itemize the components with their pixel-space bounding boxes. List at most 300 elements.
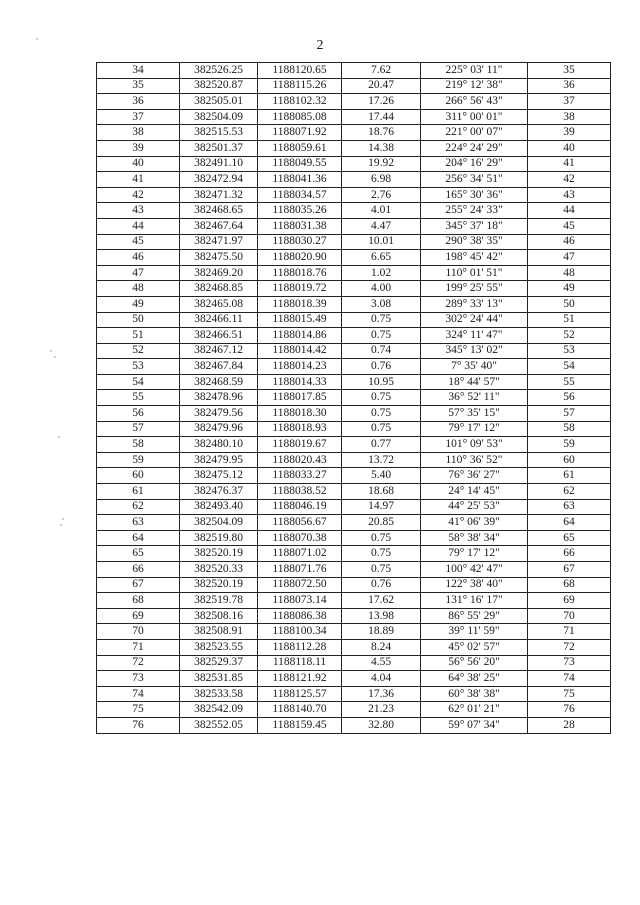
distance-cell: 17.44 xyxy=(342,109,421,125)
x-coordinate-cell: 382493.40 xyxy=(180,499,258,515)
table-row xyxy=(97,374,611,390)
x-coordinate-cell: 382519.80 xyxy=(180,530,258,546)
table-row xyxy=(97,593,611,609)
bearing-cell: 122° 38' 40" xyxy=(421,577,528,593)
table-row xyxy=(97,562,611,578)
table-row xyxy=(97,109,611,125)
distance-cell: 8.24 xyxy=(342,639,421,655)
table-row xyxy=(97,250,611,266)
next-point-cell: 68 xyxy=(528,577,611,593)
distance-cell: 17.26 xyxy=(342,94,421,110)
next-point-cell: 54 xyxy=(528,359,611,375)
next-point-cell: 41 xyxy=(528,156,611,172)
distance-cell: 17.62 xyxy=(342,593,421,609)
scan-speck xyxy=(54,356,56,358)
distance-cell: 4.00 xyxy=(342,281,421,297)
bearing-cell: 225° 03' 11" xyxy=(421,63,528,79)
distance-cell: 0.75 xyxy=(342,562,421,578)
y-coordinate-cell: 1188034.57 xyxy=(258,187,342,203)
point-number-cell: 43 xyxy=(97,203,180,219)
bearing-cell: 290° 38' 35" xyxy=(421,234,528,250)
x-coordinate-cell: 382479.95 xyxy=(180,452,258,468)
distance-cell: 1.02 xyxy=(342,265,421,281)
table-row xyxy=(97,437,611,453)
table-row xyxy=(97,686,611,702)
distance-cell: 18.76 xyxy=(342,125,421,141)
bearing-cell: 256° 34' 51" xyxy=(421,172,528,188)
next-point-cell: 58 xyxy=(528,421,611,437)
bearing-cell: 62° 01' 21" xyxy=(421,702,528,718)
y-coordinate-cell: 1188014.42 xyxy=(258,343,342,359)
distance-cell: 5.40 xyxy=(342,468,421,484)
point-number-cell: 42 xyxy=(97,187,180,203)
x-coordinate-cell: 382501.37 xyxy=(180,140,258,156)
next-point-cell: 63 xyxy=(528,499,611,515)
x-coordinate-cell: 382471.97 xyxy=(180,234,258,250)
bearing-cell: 76° 36' 27" xyxy=(421,468,528,484)
next-point-cell: 70 xyxy=(528,608,611,624)
point-number-cell: 35 xyxy=(97,78,180,94)
next-point-cell: 76 xyxy=(528,702,611,718)
next-point-cell: 69 xyxy=(528,593,611,609)
x-coordinate-cell: 382476.37 xyxy=(180,484,258,500)
point-number-cell: 66 xyxy=(97,562,180,578)
distance-cell: 18.68 xyxy=(342,484,421,500)
table-row xyxy=(97,639,611,655)
distance-cell: 0.75 xyxy=(342,406,421,422)
table-row xyxy=(97,484,611,500)
coordinates-table-body xyxy=(97,63,611,734)
point-number-cell: 41 xyxy=(97,172,180,188)
distance-cell: 20.47 xyxy=(342,78,421,94)
point-number-cell: 62 xyxy=(97,499,180,515)
x-coordinate-cell: 382515.53 xyxy=(180,125,258,141)
table-row xyxy=(97,624,611,640)
table-row xyxy=(97,218,611,234)
point-number-cell: 55 xyxy=(97,390,180,406)
next-point-cell: 51 xyxy=(528,312,611,328)
point-number-cell: 50 xyxy=(97,312,180,328)
distance-cell: 6.98 xyxy=(342,172,421,188)
point-number-cell: 44 xyxy=(97,218,180,234)
point-number-cell: 58 xyxy=(97,437,180,453)
coordinates-table xyxy=(96,62,611,734)
x-coordinate-cell: 382491.10 xyxy=(180,156,258,172)
next-point-cell: 49 xyxy=(528,281,611,297)
distance-cell: 2.76 xyxy=(342,187,421,203)
distance-cell: 0.77 xyxy=(342,437,421,453)
table-row xyxy=(97,343,611,359)
x-coordinate-cell: 382519.78 xyxy=(180,593,258,609)
distance-cell: 14.97 xyxy=(342,499,421,515)
bearing-cell: 58° 38' 34" xyxy=(421,530,528,546)
next-point-cell: 60 xyxy=(528,452,611,468)
bearing-cell: 204° 16' 29" xyxy=(421,156,528,172)
y-coordinate-cell: 1188071.76 xyxy=(258,562,342,578)
next-point-cell: 53 xyxy=(528,343,611,359)
y-coordinate-cell: 1188014.86 xyxy=(258,328,342,344)
x-coordinate-cell: 382505.01 xyxy=(180,94,258,110)
table-row xyxy=(97,265,611,281)
point-number-cell: 68 xyxy=(97,593,180,609)
bearing-cell: 18° 44' 57" xyxy=(421,374,528,390)
y-coordinate-cell: 1188071.92 xyxy=(258,125,342,141)
distance-cell: 0.76 xyxy=(342,359,421,375)
y-coordinate-cell: 1188019.72 xyxy=(258,281,342,297)
distance-cell: 0.75 xyxy=(342,421,421,437)
bearing-cell: 255° 24' 33" xyxy=(421,203,528,219)
point-number-cell: 59 xyxy=(97,452,180,468)
distance-cell: 4.01 xyxy=(342,203,421,219)
x-coordinate-cell: 382508.91 xyxy=(180,624,258,640)
next-point-cell: 42 xyxy=(528,172,611,188)
bearing-cell: 79° 17' 12" xyxy=(421,546,528,562)
distance-cell: 4.55 xyxy=(342,655,421,671)
page-number: 2 xyxy=(316,38,324,53)
bearing-cell: 100° 42' 47" xyxy=(421,562,528,578)
y-coordinate-cell: 1188046.19 xyxy=(258,499,342,515)
bearing-cell: 64° 38' 25" xyxy=(421,671,528,687)
y-coordinate-cell: 1188118.11 xyxy=(258,655,342,671)
table-row xyxy=(97,577,611,593)
next-point-cell: 43 xyxy=(528,187,611,203)
y-coordinate-cell: 1188059.61 xyxy=(258,140,342,156)
bearing-cell: 110° 01' 51" xyxy=(421,265,528,281)
table-row xyxy=(97,234,611,250)
distance-cell: 19.92 xyxy=(342,156,421,172)
point-number-cell: 48 xyxy=(97,281,180,297)
table-row xyxy=(97,702,611,718)
scan-speck xyxy=(36,38,38,40)
table-row xyxy=(97,671,611,687)
table-row xyxy=(97,172,611,188)
next-point-cell: 47 xyxy=(528,250,611,266)
next-point-cell: 73 xyxy=(528,655,611,671)
distance-cell: 3.08 xyxy=(342,296,421,312)
x-coordinate-cell: 382542.09 xyxy=(180,702,258,718)
y-coordinate-cell: 1188030.27 xyxy=(258,234,342,250)
distance-cell: 18.89 xyxy=(342,624,421,640)
next-point-cell: 46 xyxy=(528,234,611,250)
bearing-cell: 131° 16' 17" xyxy=(421,593,528,609)
x-coordinate-cell: 382508.16 xyxy=(180,608,258,624)
point-number-cell: 61 xyxy=(97,484,180,500)
y-coordinate-cell: 1188159.45 xyxy=(258,717,342,733)
point-number-cell: 52 xyxy=(97,343,180,359)
x-coordinate-cell: 382552.05 xyxy=(180,717,258,733)
next-point-cell: 65 xyxy=(528,530,611,546)
y-coordinate-cell: 1188018.76 xyxy=(258,265,342,281)
next-point-cell: 62 xyxy=(528,484,611,500)
x-coordinate-cell: 382480.10 xyxy=(180,437,258,453)
next-point-cell: 40 xyxy=(528,140,611,156)
point-number-cell: 69 xyxy=(97,608,180,624)
y-coordinate-cell: 1188020.43 xyxy=(258,452,342,468)
point-number-cell: 72 xyxy=(97,655,180,671)
bearing-cell: 36° 52' 11" xyxy=(421,390,528,406)
distance-cell: 13.72 xyxy=(342,452,421,468)
point-number-cell: 64 xyxy=(97,530,180,546)
distance-cell: 17.36 xyxy=(342,686,421,702)
next-point-cell: 38 xyxy=(528,109,611,125)
next-point-cell: 37 xyxy=(528,94,611,110)
x-coordinate-cell: 382468.59 xyxy=(180,374,258,390)
bearing-cell: 219° 12' 38" xyxy=(421,78,528,94)
table-row xyxy=(97,717,611,733)
x-coordinate-cell: 382504.09 xyxy=(180,515,258,531)
next-point-cell: 48 xyxy=(528,265,611,281)
point-number-cell: 40 xyxy=(97,156,180,172)
x-coordinate-cell: 382466.51 xyxy=(180,328,258,344)
table-row xyxy=(97,499,611,515)
table-row xyxy=(97,452,611,468)
point-number-cell: 49 xyxy=(97,296,180,312)
table-row xyxy=(97,140,611,156)
table-row xyxy=(97,328,611,344)
next-point-cell: 71 xyxy=(528,624,611,640)
y-coordinate-cell: 1188035.26 xyxy=(258,203,342,219)
table-row xyxy=(97,546,611,562)
table-row xyxy=(97,655,611,671)
y-coordinate-cell: 1188073.14 xyxy=(258,593,342,609)
point-number-cell: 57 xyxy=(97,421,180,437)
table-row xyxy=(97,203,611,219)
bearing-cell: 56° 56' 20" xyxy=(421,655,528,671)
table-row xyxy=(97,78,611,94)
distance-cell: 0.74 xyxy=(342,343,421,359)
next-point-cell: 45 xyxy=(528,218,611,234)
bearing-cell: 7° 35' 40" xyxy=(421,359,528,375)
next-point-cell: 64 xyxy=(528,515,611,531)
table-row xyxy=(97,187,611,203)
y-coordinate-cell: 1188140.70 xyxy=(258,702,342,718)
distance-cell: 0.75 xyxy=(342,328,421,344)
x-coordinate-cell: 382504.09 xyxy=(180,109,258,125)
next-point-cell: 28 xyxy=(528,717,611,733)
bearing-cell: 79° 17' 12" xyxy=(421,421,528,437)
x-coordinate-cell: 382475.12 xyxy=(180,468,258,484)
distance-cell: 4.04 xyxy=(342,671,421,687)
point-number-cell: 54 xyxy=(97,374,180,390)
scan-speck xyxy=(58,436,60,438)
table-row xyxy=(97,359,611,375)
x-coordinate-cell: 382465.08 xyxy=(180,296,258,312)
table-row xyxy=(97,63,611,79)
x-coordinate-cell: 382478.96 xyxy=(180,390,258,406)
y-coordinate-cell: 1188038.52 xyxy=(258,484,342,500)
y-coordinate-cell: 1188056.67 xyxy=(258,515,342,531)
x-coordinate-cell: 382520.19 xyxy=(180,546,258,562)
distance-cell: 4.47 xyxy=(342,218,421,234)
table-row xyxy=(97,468,611,484)
table-row xyxy=(97,421,611,437)
next-point-cell: 67 xyxy=(528,562,611,578)
table-row xyxy=(97,296,611,312)
y-coordinate-cell: 1188072.50 xyxy=(258,577,342,593)
distance-cell: 0.75 xyxy=(342,312,421,328)
bearing-cell: 110° 36' 52" xyxy=(421,452,528,468)
next-point-cell: 75 xyxy=(528,686,611,702)
x-coordinate-cell: 382520.19 xyxy=(180,577,258,593)
x-coordinate-cell: 382471.32 xyxy=(180,187,258,203)
bearing-cell: 57° 35' 15" xyxy=(421,406,528,422)
bearing-cell: 101° 09' 53" xyxy=(421,437,528,453)
next-point-cell: 66 xyxy=(528,546,611,562)
table-row xyxy=(97,608,611,624)
next-point-cell: 35 xyxy=(528,63,611,79)
distance-cell: 0.75 xyxy=(342,390,421,406)
bearing-cell: 41° 06' 39" xyxy=(421,515,528,531)
next-point-cell: 44 xyxy=(528,203,611,219)
bearing-cell: 59° 07' 34" xyxy=(421,717,528,733)
next-point-cell: 74 xyxy=(528,671,611,687)
y-coordinate-cell: 1188041.36 xyxy=(258,172,342,188)
bearing-cell: 311° 00' 01" xyxy=(421,109,528,125)
distance-cell: 10.01 xyxy=(342,234,421,250)
y-coordinate-cell: 1188085.08 xyxy=(258,109,342,125)
x-coordinate-cell: 382466.11 xyxy=(180,312,258,328)
next-point-cell: 50 xyxy=(528,296,611,312)
y-coordinate-cell: 1188015.49 xyxy=(258,312,342,328)
next-point-cell: 55 xyxy=(528,374,611,390)
distance-cell: 10.95 xyxy=(342,374,421,390)
point-number-cell: 63 xyxy=(97,515,180,531)
next-point-cell: 52 xyxy=(528,328,611,344)
y-coordinate-cell: 1188102.32 xyxy=(258,94,342,110)
distance-cell: 0.76 xyxy=(342,577,421,593)
point-number-cell: 60 xyxy=(97,468,180,484)
bearing-cell: 198° 45' 42" xyxy=(421,250,528,266)
distance-cell: 7.62 xyxy=(342,63,421,79)
point-number-cell: 46 xyxy=(97,250,180,266)
bearing-cell: 45° 02' 57" xyxy=(421,639,528,655)
point-number-cell: 53 xyxy=(97,359,180,375)
y-coordinate-cell: 1188121.92 xyxy=(258,671,342,687)
x-coordinate-cell: 382472.94 xyxy=(180,172,258,188)
next-point-cell: 59 xyxy=(528,437,611,453)
x-coordinate-cell: 382533.58 xyxy=(180,686,258,702)
bearing-cell: 345° 37' 18" xyxy=(421,218,528,234)
distance-cell: 20.85 xyxy=(342,515,421,531)
point-number-cell: 65 xyxy=(97,546,180,562)
point-number-cell: 70 xyxy=(97,624,180,640)
point-number-cell: 47 xyxy=(97,265,180,281)
next-point-cell: 36 xyxy=(528,78,611,94)
y-coordinate-cell: 1188031.38 xyxy=(258,218,342,234)
point-number-cell: 38 xyxy=(97,125,180,141)
point-number-cell: 51 xyxy=(97,328,180,344)
bearing-cell: 24° 14' 45" xyxy=(421,484,528,500)
y-coordinate-cell: 1188014.23 xyxy=(258,359,342,375)
point-number-cell: 36 xyxy=(97,94,180,110)
table-row xyxy=(97,125,611,141)
x-coordinate-cell: 382520.87 xyxy=(180,78,258,94)
next-point-cell: 57 xyxy=(528,406,611,422)
x-coordinate-cell: 382520.33 xyxy=(180,562,258,578)
bearing-cell: 302° 24' 44" xyxy=(421,312,528,328)
table-row xyxy=(97,406,611,422)
x-coordinate-cell: 382529.37 xyxy=(180,655,258,671)
bearing-cell: 44° 25' 53" xyxy=(421,499,528,515)
bearing-cell: 86° 55' 29" xyxy=(421,608,528,624)
table-row xyxy=(97,530,611,546)
point-number-cell: 67 xyxy=(97,577,180,593)
x-coordinate-cell: 382479.96 xyxy=(180,421,258,437)
bearing-cell: 199° 25' 55" xyxy=(421,281,528,297)
point-number-cell: 37 xyxy=(97,109,180,125)
distance-cell: 13.98 xyxy=(342,608,421,624)
scan-speck xyxy=(50,350,52,352)
distance-cell: 32.80 xyxy=(342,717,421,733)
bearing-cell: 224° 24' 29" xyxy=(421,140,528,156)
bearing-cell: 289° 33' 13" xyxy=(421,296,528,312)
x-coordinate-cell: 382475.50 xyxy=(180,250,258,266)
y-coordinate-cell: 1188070.38 xyxy=(258,530,342,546)
point-number-cell: 76 xyxy=(97,717,180,733)
x-coordinate-cell: 382531.85 xyxy=(180,671,258,687)
next-point-cell: 61 xyxy=(528,468,611,484)
x-coordinate-cell: 382468.85 xyxy=(180,281,258,297)
point-number-cell: 34 xyxy=(97,63,180,79)
point-number-cell: 74 xyxy=(97,686,180,702)
y-coordinate-cell: 1188125.57 xyxy=(258,686,342,702)
bearing-cell: 39° 11' 59" xyxy=(421,624,528,640)
point-number-cell: 45 xyxy=(97,234,180,250)
distance-cell: 6.65 xyxy=(342,250,421,266)
y-coordinate-cell: 1188020.90 xyxy=(258,250,342,266)
point-number-cell: 56 xyxy=(97,406,180,422)
table-row xyxy=(97,312,611,328)
point-number-cell: 39 xyxy=(97,140,180,156)
point-number-cell: 75 xyxy=(97,702,180,718)
distance-cell: 14.38 xyxy=(342,140,421,156)
y-coordinate-cell: 1188014.33 xyxy=(258,374,342,390)
table-row xyxy=(97,515,611,531)
x-coordinate-cell: 382468.65 xyxy=(180,203,258,219)
distance-cell: 0.75 xyxy=(342,546,421,562)
y-coordinate-cell: 1188049.55 xyxy=(258,156,342,172)
bearing-cell: 165° 30' 36" xyxy=(421,187,528,203)
point-number-cell: 73 xyxy=(97,671,180,687)
table-row xyxy=(97,281,611,297)
bearing-cell: 345° 13' 02" xyxy=(421,343,528,359)
distance-cell: 0.75 xyxy=(342,530,421,546)
x-coordinate-cell: 382523.55 xyxy=(180,639,258,655)
y-coordinate-cell: 1188071.02 xyxy=(258,546,342,562)
bearing-cell: 221° 00' 07" xyxy=(421,125,528,141)
next-point-cell: 72 xyxy=(528,639,611,655)
y-coordinate-cell: 1188033.27 xyxy=(258,468,342,484)
bearing-cell: 266° 56' 43" xyxy=(421,94,528,110)
x-coordinate-cell: 382467.64 xyxy=(180,218,258,234)
next-point-cell: 56 xyxy=(528,390,611,406)
table-row xyxy=(97,390,611,406)
y-coordinate-cell: 1188018.39 xyxy=(258,296,342,312)
y-coordinate-cell: 1188115.26 xyxy=(258,78,342,94)
x-coordinate-cell: 382526.25 xyxy=(180,63,258,79)
bearing-cell: 60° 38' 38" xyxy=(421,686,528,702)
next-point-cell: 39 xyxy=(528,125,611,141)
x-coordinate-cell: 382467.12 xyxy=(180,343,258,359)
bearing-cell: 324° 11' 47" xyxy=(421,328,528,344)
table-row xyxy=(97,156,611,172)
point-number-cell: 71 xyxy=(97,639,180,655)
x-coordinate-cell: 382467.84 xyxy=(180,359,258,375)
x-coordinate-cell: 382479.56 xyxy=(180,406,258,422)
x-coordinate-cell: 382469.20 xyxy=(180,265,258,281)
scan-speck xyxy=(62,518,64,520)
y-coordinate-cell: 1188086.38 xyxy=(258,608,342,624)
